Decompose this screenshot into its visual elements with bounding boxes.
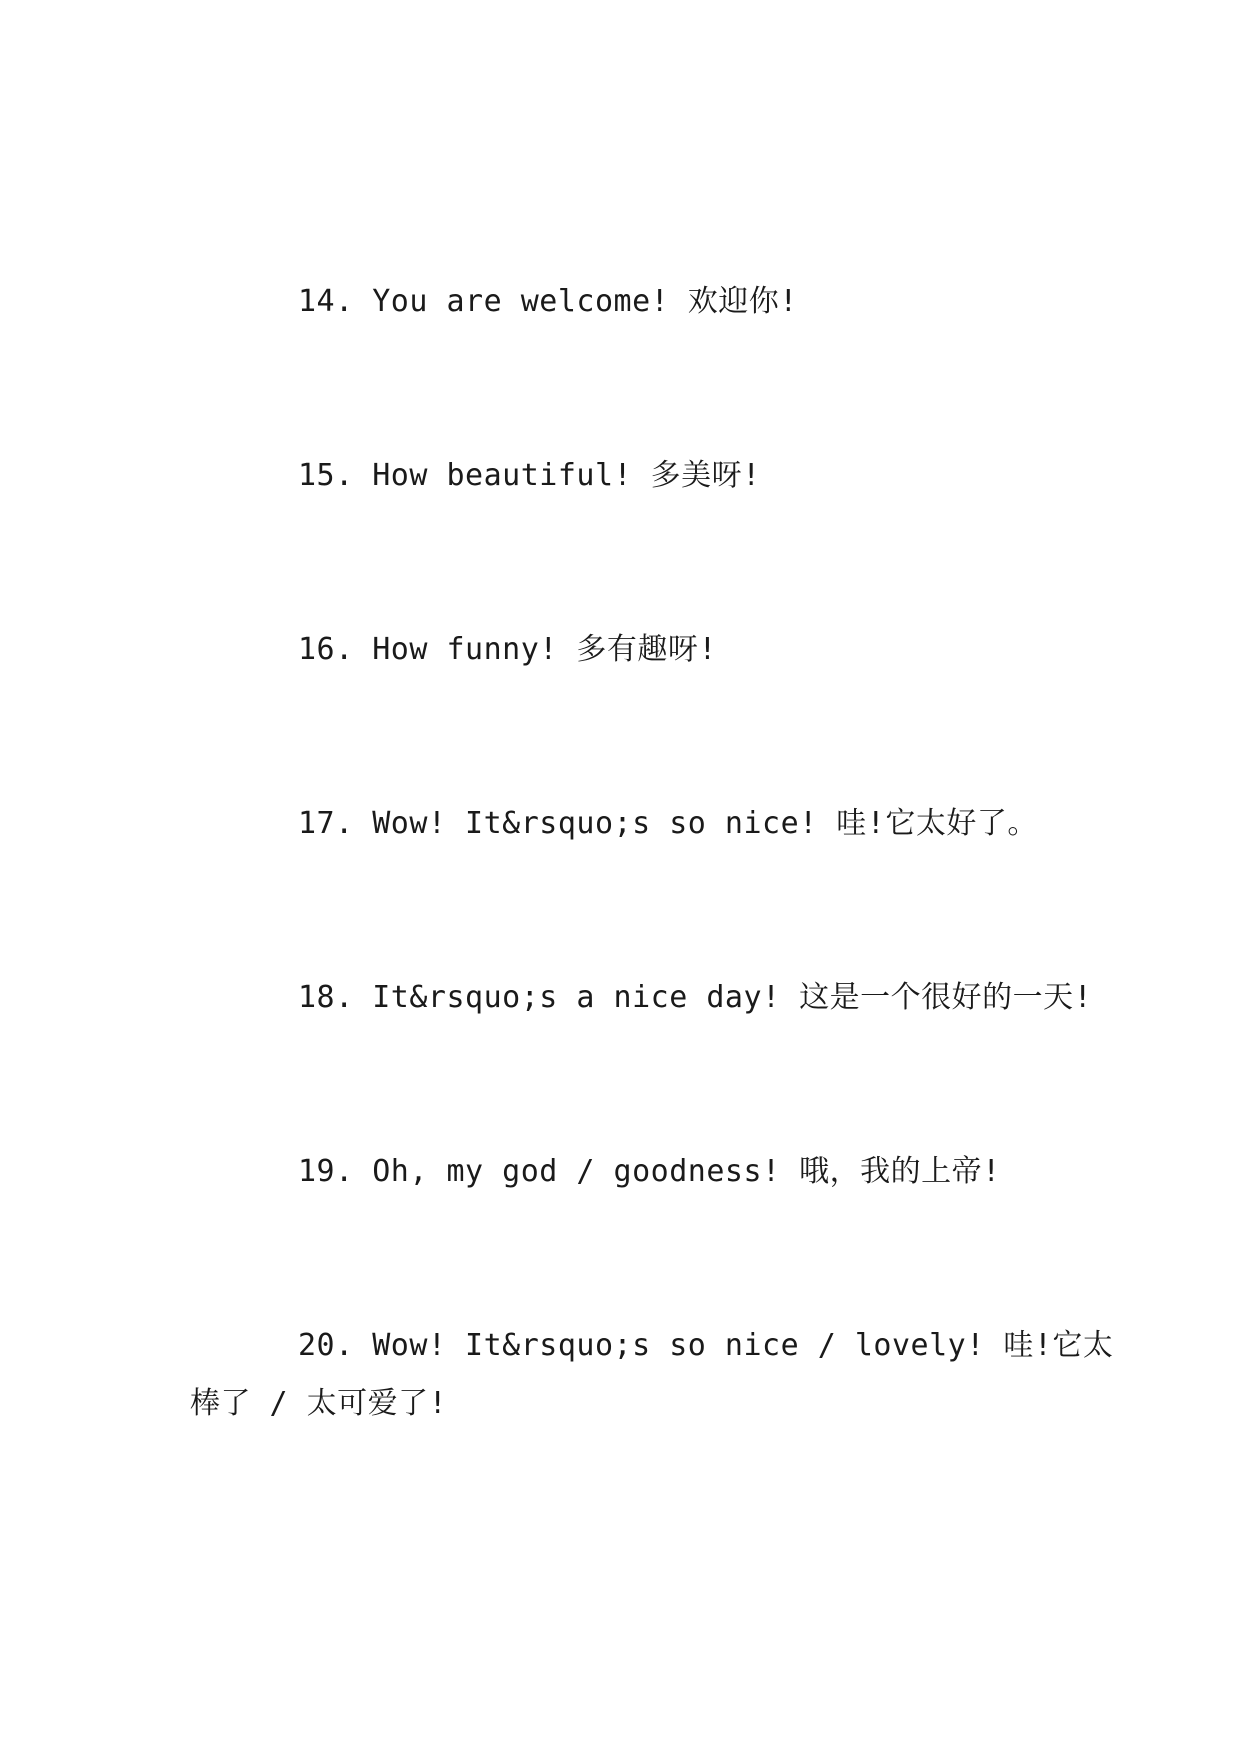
phrase-17: 17. Wow! It&rsquo;s so nice! 哇!它太好了。 — [298, 806, 1038, 841]
phrase-16: 16. How funny! 多有趣呀! — [298, 632, 717, 667]
phrase-14: 14. You are welcome! 欢迎你! — [298, 284, 798, 319]
phrase-15: 15. How beautiful! 多美呀! — [298, 458, 761, 493]
phrase-20-line-1: 20. Wow! It&rsquo;s so nice / lovely! 哇!它太 — [298, 1328, 1114, 1363]
phrase-19: 19. Oh, my god / goodness! 哦，我的上帝! — [298, 1154, 1001, 1189]
phrase-20-line-2: 棒了 / 太可爱了! — [190, 1386, 448, 1421]
phrase-18: 18. It&rsquo;s a nice day! 这是一个很好的一天! — [298, 980, 1093, 1015]
